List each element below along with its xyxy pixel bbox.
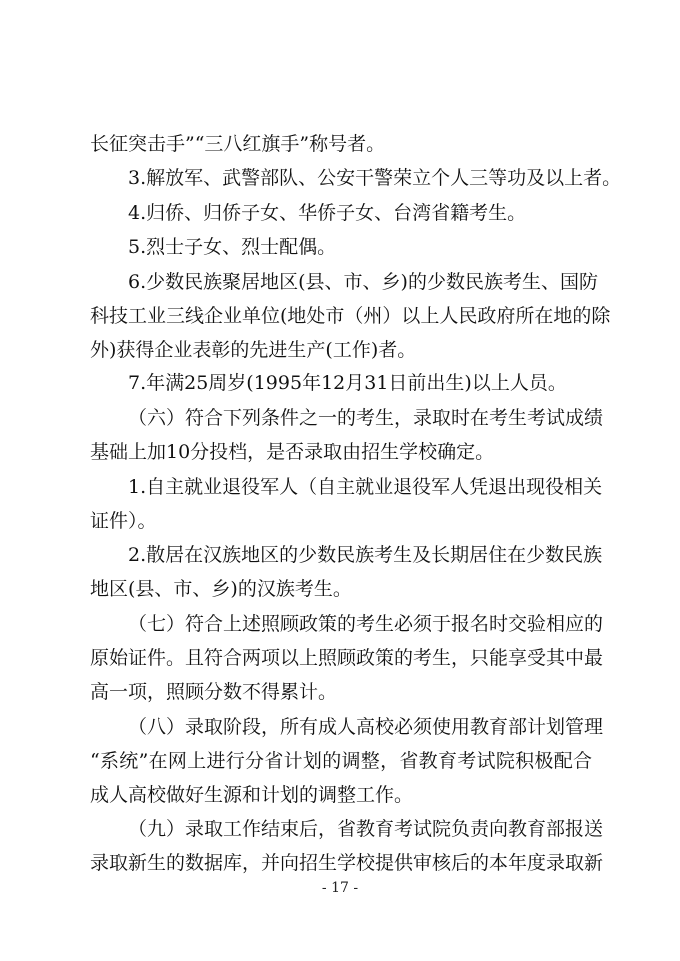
text-line-9: （六）符合下列条件之一的考生，录取时在考生考试成绩 — [128, 407, 604, 429]
text-line-2: 3.解放军、武警部队、公安干警荣立个人三等功及以上者。 — [128, 167, 622, 189]
text-line-22: 录取新生的数据库，并向招生学校提供审核后的本年度录取新 — [90, 852, 604, 874]
page-number: - 17 - — [321, 880, 359, 896]
text-line-14: 地区(县、市、乡)的汉族考生。 — [90, 578, 352, 600]
text-line-15: （七）符合上述照顾政策的考生必须于报名时交验相应的 — [128, 613, 604, 635]
text-line-6: 科技工业三线企业单位(地处市（州）以上人民政府所在地的除 — [90, 305, 611, 327]
text-line-3: 4.归侨、归侨子女、华侨子女、台湾省籍考生。 — [128, 202, 527, 224]
text-line-13: 2.散居在汉族地区的少数民族考生及长期居住在少数民族 — [128, 544, 603, 566]
text-line-4: 5.烈士子女、烈士配偶。 — [128, 236, 337, 258]
text-line-20: 成人高校做好生源和计划的调整工作。 — [90, 784, 414, 806]
text-line-21: （九）录取工作结束后，省教育考试院负责向教育部报送 — [128, 818, 604, 840]
text-line-12: 证件）。 — [90, 510, 157, 532]
text-line-1: 长征突击手”“三八红旗手”称号者。 — [90, 133, 386, 155]
text-line-10: 基础上加10分投档，是否录取由招生学校确定。 — [90, 441, 495, 463]
text-line-5: 6.少数民族聚居地区(县、市、乡)的少数民族考生、国防 — [128, 271, 598, 293]
text-line-11: 1.自主就业退役军人（自主就业退役军人凭退出现役相关 — [128, 476, 603, 498]
text-line-17: 高一项，照顾分数不得累计。 — [90, 681, 338, 703]
text-line-19: “系统”在网上进行分省计划的调整，省教育考试院积极配合 — [90, 750, 592, 772]
text-line-16: 原始证件。且符合两项以上照顾政策的考生，只能享受其中最 — [90, 647, 604, 669]
text-line-8: 7.年满25周岁(1995年12月31日前出生)以上人员。 — [128, 372, 567, 394]
text-line-7: 外)获得企业表彰的先进生产(工作)者。 — [90, 339, 417, 361]
text-line-18: （八）录取阶段，所有成人高校必须使用教育部计划管理 — [128, 716, 604, 738]
